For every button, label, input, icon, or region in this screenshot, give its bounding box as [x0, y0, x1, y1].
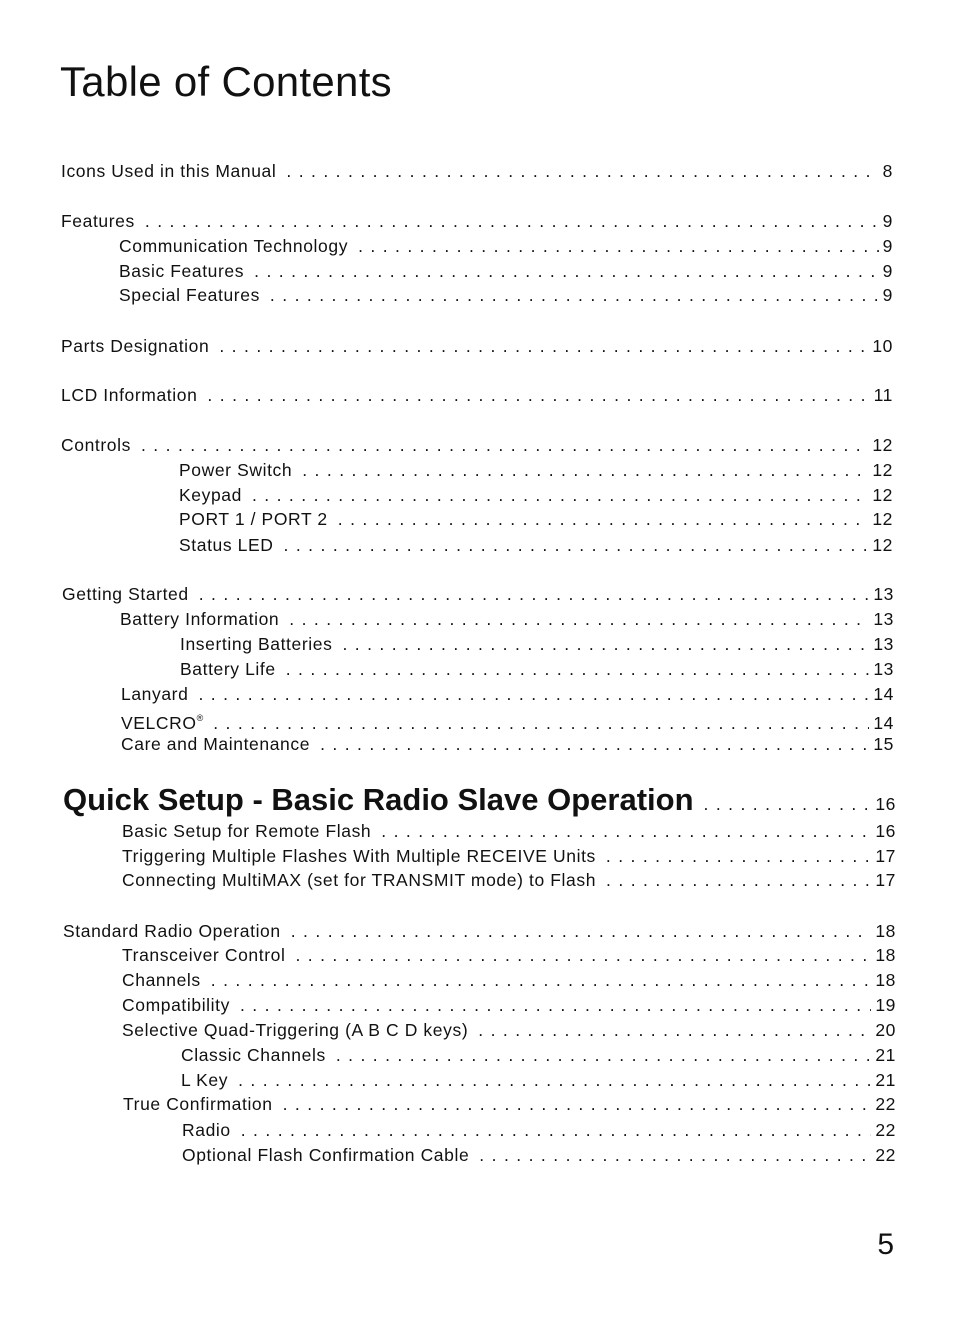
toc-entry-page: 17 [875, 846, 896, 866]
toc-entry-page: 12 [872, 509, 893, 529]
toc-entry-page: 9 [882, 236, 893, 256]
toc-entry-page: 18 [875, 945, 896, 965]
dot-leader [606, 845, 871, 867]
toc-entry-connecting-multimax[interactable] [122, 869, 896, 893]
dot-leader [336, 1044, 872, 1066]
dot-leader [283, 1093, 872, 1115]
toc-entry-label: L Key [181, 1070, 229, 1090]
toc-entry-page: 13 [873, 609, 894, 629]
dot-leader [211, 969, 872, 991]
toc-entry-label: Controls [61, 435, 131, 455]
page-number: 5 [877, 1228, 894, 1261]
toc-entry-l-key[interactable] [181, 1069, 896, 1093]
toc-entry-icons[interactable] [61, 160, 893, 184]
dot-leader [704, 784, 872, 820]
dot-leader [291, 920, 872, 942]
toc-entry-label: Battery Life [180, 659, 276, 679]
toc-entry-lanyard[interactable] [121, 683, 894, 707]
toc-entry-velcro[interactable] [121, 707, 894, 731]
toc-entry-page: 16 [875, 821, 896, 841]
toc-entry-battery-information[interactable] [120, 608, 894, 632]
dot-leader [338, 508, 869, 530]
toc-entry-label: Keypad [179, 485, 242, 505]
toc-entry-page: 10 [872, 336, 893, 356]
toc-entry-page: 11 [873, 385, 893, 405]
toc-entry-page: 13 [873, 634, 894, 654]
toc-entry-selective-quad[interactable] [122, 1019, 896, 1043]
page-title: Table of Contents [60, 58, 392, 105]
dot-leader [145, 210, 879, 232]
dot-leader [241, 1119, 872, 1141]
toc-entry-label: Transceiver Control [122, 945, 286, 965]
toc-entry-true-confirmation[interactable] [123, 1093, 896, 1117]
dot-leader [219, 335, 868, 357]
toc-entry-status-led[interactable] [179, 534, 893, 558]
toc-entry-transceiver-control[interactable] [122, 944, 896, 968]
toc-entry-page: 19 [875, 995, 896, 1015]
toc-entry-label: Radio [182, 1120, 231, 1140]
toc-entry-label: Basic Features [119, 261, 245, 281]
registered-mark: ® [196, 713, 204, 723]
toc-entry-page: 21 [875, 1045, 896, 1065]
toc-entry-label: Optional Flash Confirmation Cable [182, 1145, 470, 1165]
toc-entry-page: 22 [875, 1120, 896, 1140]
toc-entry-page: 17 [875, 870, 896, 890]
toc-entry-label: Special Features [119, 285, 260, 305]
dot-leader [198, 683, 869, 705]
toc-entry-battery-life[interactable] [180, 658, 894, 682]
dot-leader [207, 384, 869, 406]
toc-entry-power-switch[interactable] [179, 459, 893, 483]
toc-entry-label: Standard Radio Operation [63, 921, 281, 941]
toc-entry-channels[interactable] [122, 969, 896, 993]
toc-entry-label: Battery Information [120, 609, 280, 629]
toc-entry-label: Parts Designation [61, 336, 210, 356]
toc-entry-label: Power Switch [179, 460, 293, 480]
toc-entry-label: Status LED [179, 535, 274, 555]
toc-entry-page: 14 [873, 684, 894, 704]
toc-entry-page: 14 [873, 713, 894, 731]
toc-entry-page: 21 [875, 1070, 896, 1090]
toc-entry-keypad[interactable] [179, 484, 893, 508]
toc-entry-page: 18 [875, 921, 896, 941]
toc-entry-label: Quick Setup - Basic Radio Slave Operation [63, 782, 694, 817]
toc-entry-page: 9 [882, 285, 893, 305]
toc-entry-label: Channels [122, 970, 201, 990]
dot-leader [302, 459, 868, 481]
dot-leader [286, 658, 870, 680]
toc-entry-label-wrap [121, 707, 203, 731]
dot-leader [252, 484, 868, 506]
toc-entry-compatibility[interactable] [122, 994, 896, 1018]
toc-entry-page: 22 [875, 1145, 896, 1165]
toc-entry-page: 22 [875, 1094, 896, 1114]
toc-entry-label: PORT 1 / PORT 2 [179, 509, 328, 529]
toc-entry-basic-features[interactable] [119, 260, 893, 284]
toc-entry-quick-setup[interactable] [63, 780, 896, 820]
toc-entry-label: VELCRO [121, 713, 197, 731]
toc-entry-label: Triggering Multiple Flashes With Multiple RECEIVE Units [122, 846, 596, 866]
toc-entry-label: Lanyard [121, 684, 189, 704]
toc-entry-label: Connecting MultiMAX (set for TRANSMIT mode) to Flash [122, 870, 597, 890]
dot-leader [320, 733, 869, 755]
toc-entry-label: LCD Information [61, 385, 198, 405]
dot-leader [240, 994, 871, 1016]
dot-leader [342, 633, 869, 655]
toc-entry-label: Inserting Batteries [180, 634, 333, 654]
dot-leader [238, 1069, 871, 1091]
toc-entry-label: True Confirmation [123, 1094, 273, 1114]
toc-entry-lcd-information[interactable] [61, 384, 893, 408]
toc-entry-page: 12 [872, 535, 893, 555]
dot-leader [478, 1019, 871, 1041]
toc-entry-page: 16 [875, 794, 896, 814]
dot-leader [141, 434, 868, 456]
toc-entry-page: 9 [882, 211, 893, 231]
dot-leader [381, 820, 871, 842]
toc-entry-page: 12 [872, 485, 893, 505]
toc-entry-label: Care and Maintenance [121, 734, 311, 754]
dot-leader [479, 1144, 871, 1166]
dot-leader [199, 583, 870, 605]
toc-entry-page: 13 [873, 584, 894, 604]
toc-entry-triggering-multiple[interactable] [122, 845, 896, 869]
toc-entry-page: 15 [873, 734, 894, 754]
toc-entry-label: Compatibility [122, 995, 230, 1015]
toc-entry-label: Getting Started [62, 584, 189, 604]
toc-entry-communication-technology[interactable] [119, 235, 893, 259]
toc-entry-label: Features [61, 211, 135, 231]
toc-entry-label: Selective Quad-Triggering (A B C D keys) [122, 1020, 469, 1040]
toc-entry-classic-channels[interactable] [181, 1044, 896, 1068]
toc-entry-label: Communication Technology [119, 236, 349, 256]
dot-leader [270, 284, 879, 306]
toc-entry-flash-confirmation-cable[interactable] [182, 1144, 896, 1168]
dot-leader [286, 160, 878, 182]
dot-leader [295, 944, 871, 966]
toc-entry-standard-radio[interactable] [63, 920, 896, 944]
toc-entry-page: 13 [873, 659, 894, 679]
toc-entry-page: 12 [872, 460, 893, 480]
dot-leader [284, 534, 869, 556]
toc-entry-page: 20 [875, 1020, 896, 1040]
dot-leader [358, 235, 879, 257]
toc-entry-page: 18 [875, 970, 896, 990]
toc-entry-radio[interactable] [182, 1119, 896, 1143]
toc-entry-care-and-maintenance[interactable] [121, 733, 894, 757]
toc-entry-page: 8 [882, 161, 893, 181]
dot-leader [213, 712, 869, 731]
dot-leader [606, 869, 871, 891]
toc-entry-special-features[interactable] [119, 284, 893, 308]
dot-leader [254, 260, 879, 282]
toc-entry-label: Classic Channels [181, 1045, 326, 1065]
toc-entry-page: 12 [872, 435, 893, 455]
toc-entry-page: 9 [882, 261, 893, 281]
toc-entry-label: Basic Setup for Remote Flash [122, 821, 372, 841]
dot-leader [289, 608, 869, 630]
toc-entry-basic-setup[interactable] [122, 820, 896, 844]
toc-entry-inserting-batteries[interactable] [180, 633, 894, 657]
toc-entry-getting-started[interactable] [62, 583, 894, 607]
toc-entry-label: Icons Used in this Manual [61, 161, 277, 181]
toc-entry-features[interactable] [61, 210, 893, 234]
toc-entry-port[interactable] [179, 508, 893, 532]
toc-entry-parts-designation[interactable] [61, 335, 893, 359]
toc-entry-controls[interactable] [61, 434, 893, 458]
